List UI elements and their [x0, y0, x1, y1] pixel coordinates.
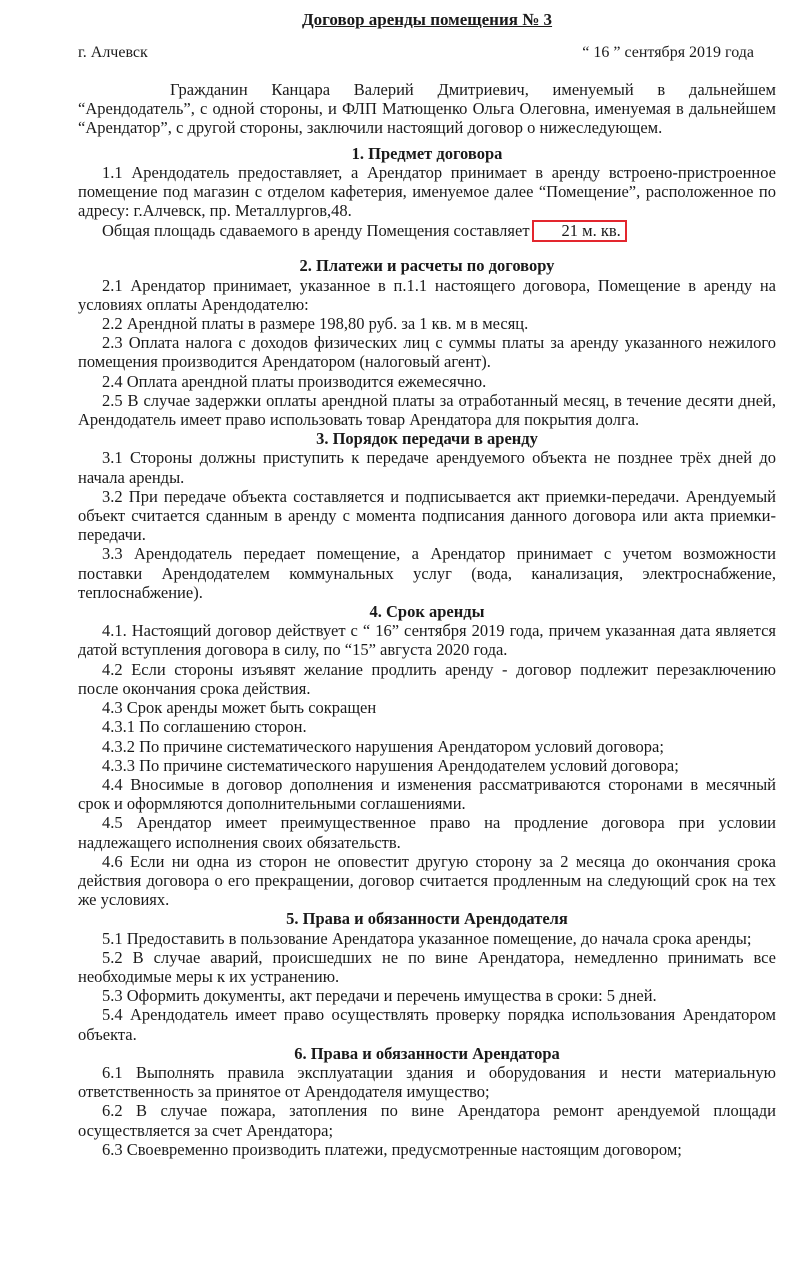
clause-1-1: 1.1 Арендодатель предоставляет, а Арендатор принимает в аренду встроено-пристроенное помещение под магазин с отделом кафетерия, именуемое далее “Помещение”, расположенное по адресу: г.Алчевск, пр. Металлургов,48.: [78, 162, 776, 221]
city: г. Алчевск: [78, 44, 148, 61]
clause-4-2: 4.2 Если стороны изъявят желание продлить аренду - договор подлежит перезаключению после окончания срока действия.: [78, 659, 776, 698]
contract-date: “ 16 ” сентября 2019 года: [582, 44, 754, 61]
clause-4-3-1: 4.3.1 По соглашению сторон.: [102, 717, 307, 737]
clause-4-3: 4.3 Срок аренды может быть сокращен: [102, 698, 377, 718]
clause-6-2: 6.2 В случае пожара, затопления по вине Арендатора ремонт арендуемой площади осуществляется за счет Арендатора;: [78, 1101, 776, 1140]
clause-2-1: 2.1 Арендатор принимает, указанное в п.1.1 настоящего договора, Помещение в аренду на условиях оплаты Арендодателю:: [78, 275, 776, 314]
section-5-title: 5. Права и обязанности Арендодателя: [286, 909, 568, 929]
clause-5-1: 5.1 Предоставить в пользование Арендатора указанное помещение, до начала срока аренды;: [102, 928, 752, 948]
section-3-title: 3. Порядок передачи в аренду: [316, 429, 538, 449]
area-value-highlight: 21 м. кв.: [532, 220, 627, 242]
place-date-row: [78, 44, 776, 62]
clause-2-3: 2.3 Оплата налога с доходов физических лиц с суммы платы за аренду указанного нежилого помещения производится Арендатором (налоговый агент).: [78, 333, 776, 372]
clause-2-5: 2.5 В случае задержки оплаты арендной платы за отработанный месяц, в течение десяти дней, Арендодатель имеет право использовать товар Арендатора для покрытия долга.: [78, 390, 776, 430]
preamble: Гражданин Канцара Валерий Дмитриевич, именуемый в дальнейшем “Арендодатель”, с одной стороны, и ФЛП Матющенко Ольга Олеговна, именуемая в дальнейшем “Арендатор”, с другой стороны, заключили настоящий договор о нижеследующем.: [78, 80, 776, 138]
clause-2-2: 2.2 Арендной платы в размере 198,80 руб. за 1 кв. м в месяц.: [102, 314, 529, 334]
clause-3-1: 3.1 Стороны должны приступить к передаче арендуемого объекта не позднее трёх дней до начала аренды.: [78, 448, 776, 487]
clause-4-3-2: 4.3.2 По причине систематического нарушения Арендатором условий договора;: [102, 736, 664, 756]
document-title: Договор аренды помещения № 3: [301, 10, 553, 29]
clause-1-area: [78, 220, 776, 242]
clause-6-1: 6.1 Выполнять правила эксплуатации здания и оборудования и нести материальную ответственность за принятое от Арендодателя имущество;: [78, 1062, 776, 1102]
area-label: Общая площадь сдаваемого в аренду Помещения составляет: [102, 221, 530, 241]
clause-4-5: 4.5 Арендатор имеет преимущественное право на продление договора при условии надлежащего исполнения своих обязательств.: [78, 813, 776, 852]
clause-3-3: 3.3 Арендодатель передает помещение, а Арендатор принимает с учетом возможности поставки Арендодателем коммунальных услуг (вода, канализация, электроснабжение, теплоснабжение).: [78, 544, 776, 602]
section-1-title: 1. Предмет договора: [351, 143, 503, 163]
clause-5-4: 5.4 Арендодатель имеет право осуществлять проверку порядка использования Арендатором объекта.: [78, 1005, 776, 1044]
clause-3-2: 3.2 При передаче объекта составляется и подписывается акт приемки-передачи. Арендуемый объект считается сданным в аренду с момента подписания данного договора или акта приемки-передачи.: [78, 486, 776, 545]
section-4-title: 4. Срок аренды: [369, 602, 485, 622]
clause-2-4: 2.4 Оплата арендной платы производится ежемесячно.: [102, 371, 487, 391]
section-2-title: 2. Платежи и расчеты по договору: [299, 256, 555, 276]
clause-6-3: 6.3 Своевременно производить платежи, предусмотренные настоящим договором;: [102, 1139, 682, 1159]
clause-4-1: 4.1. Настоящий договор действует с “ 16” сентября 2019 года, причем указанная дата является датой вступления договора в силу, по “15” августа 2020 года.: [78, 621, 776, 660]
section-6-title: 6. Права и обязанности Арендатора: [294, 1043, 560, 1063]
clause-4-3-3: 4.3.3 По причине систематического нарушения Арендодателем условий договора;: [102, 755, 679, 775]
clause-5-3: 5.3 Оформить документы, акт передачи и перечень имущества в сроки: 5 дней.: [102, 986, 657, 1006]
clause-5-2: 5.2 В случае аварий, происшедших не по вине Арендатора, немедленно принимать все необходимые меры к их устранению.: [78, 947, 776, 986]
clause-4-6: 4.6 Если ни одна из сторон не оповестит другую сторону за 2 месяца до окончания срока действия договора о его прекращении, договор считается продленным на следующий срок на тех же условиях.: [78, 851, 776, 910]
clause-4-4: 4.4 Вносимые в договор дополнения и изменения рассматриваются сторонами в месячный срок и оформляются дополнительными соглашениями.: [78, 774, 776, 814]
